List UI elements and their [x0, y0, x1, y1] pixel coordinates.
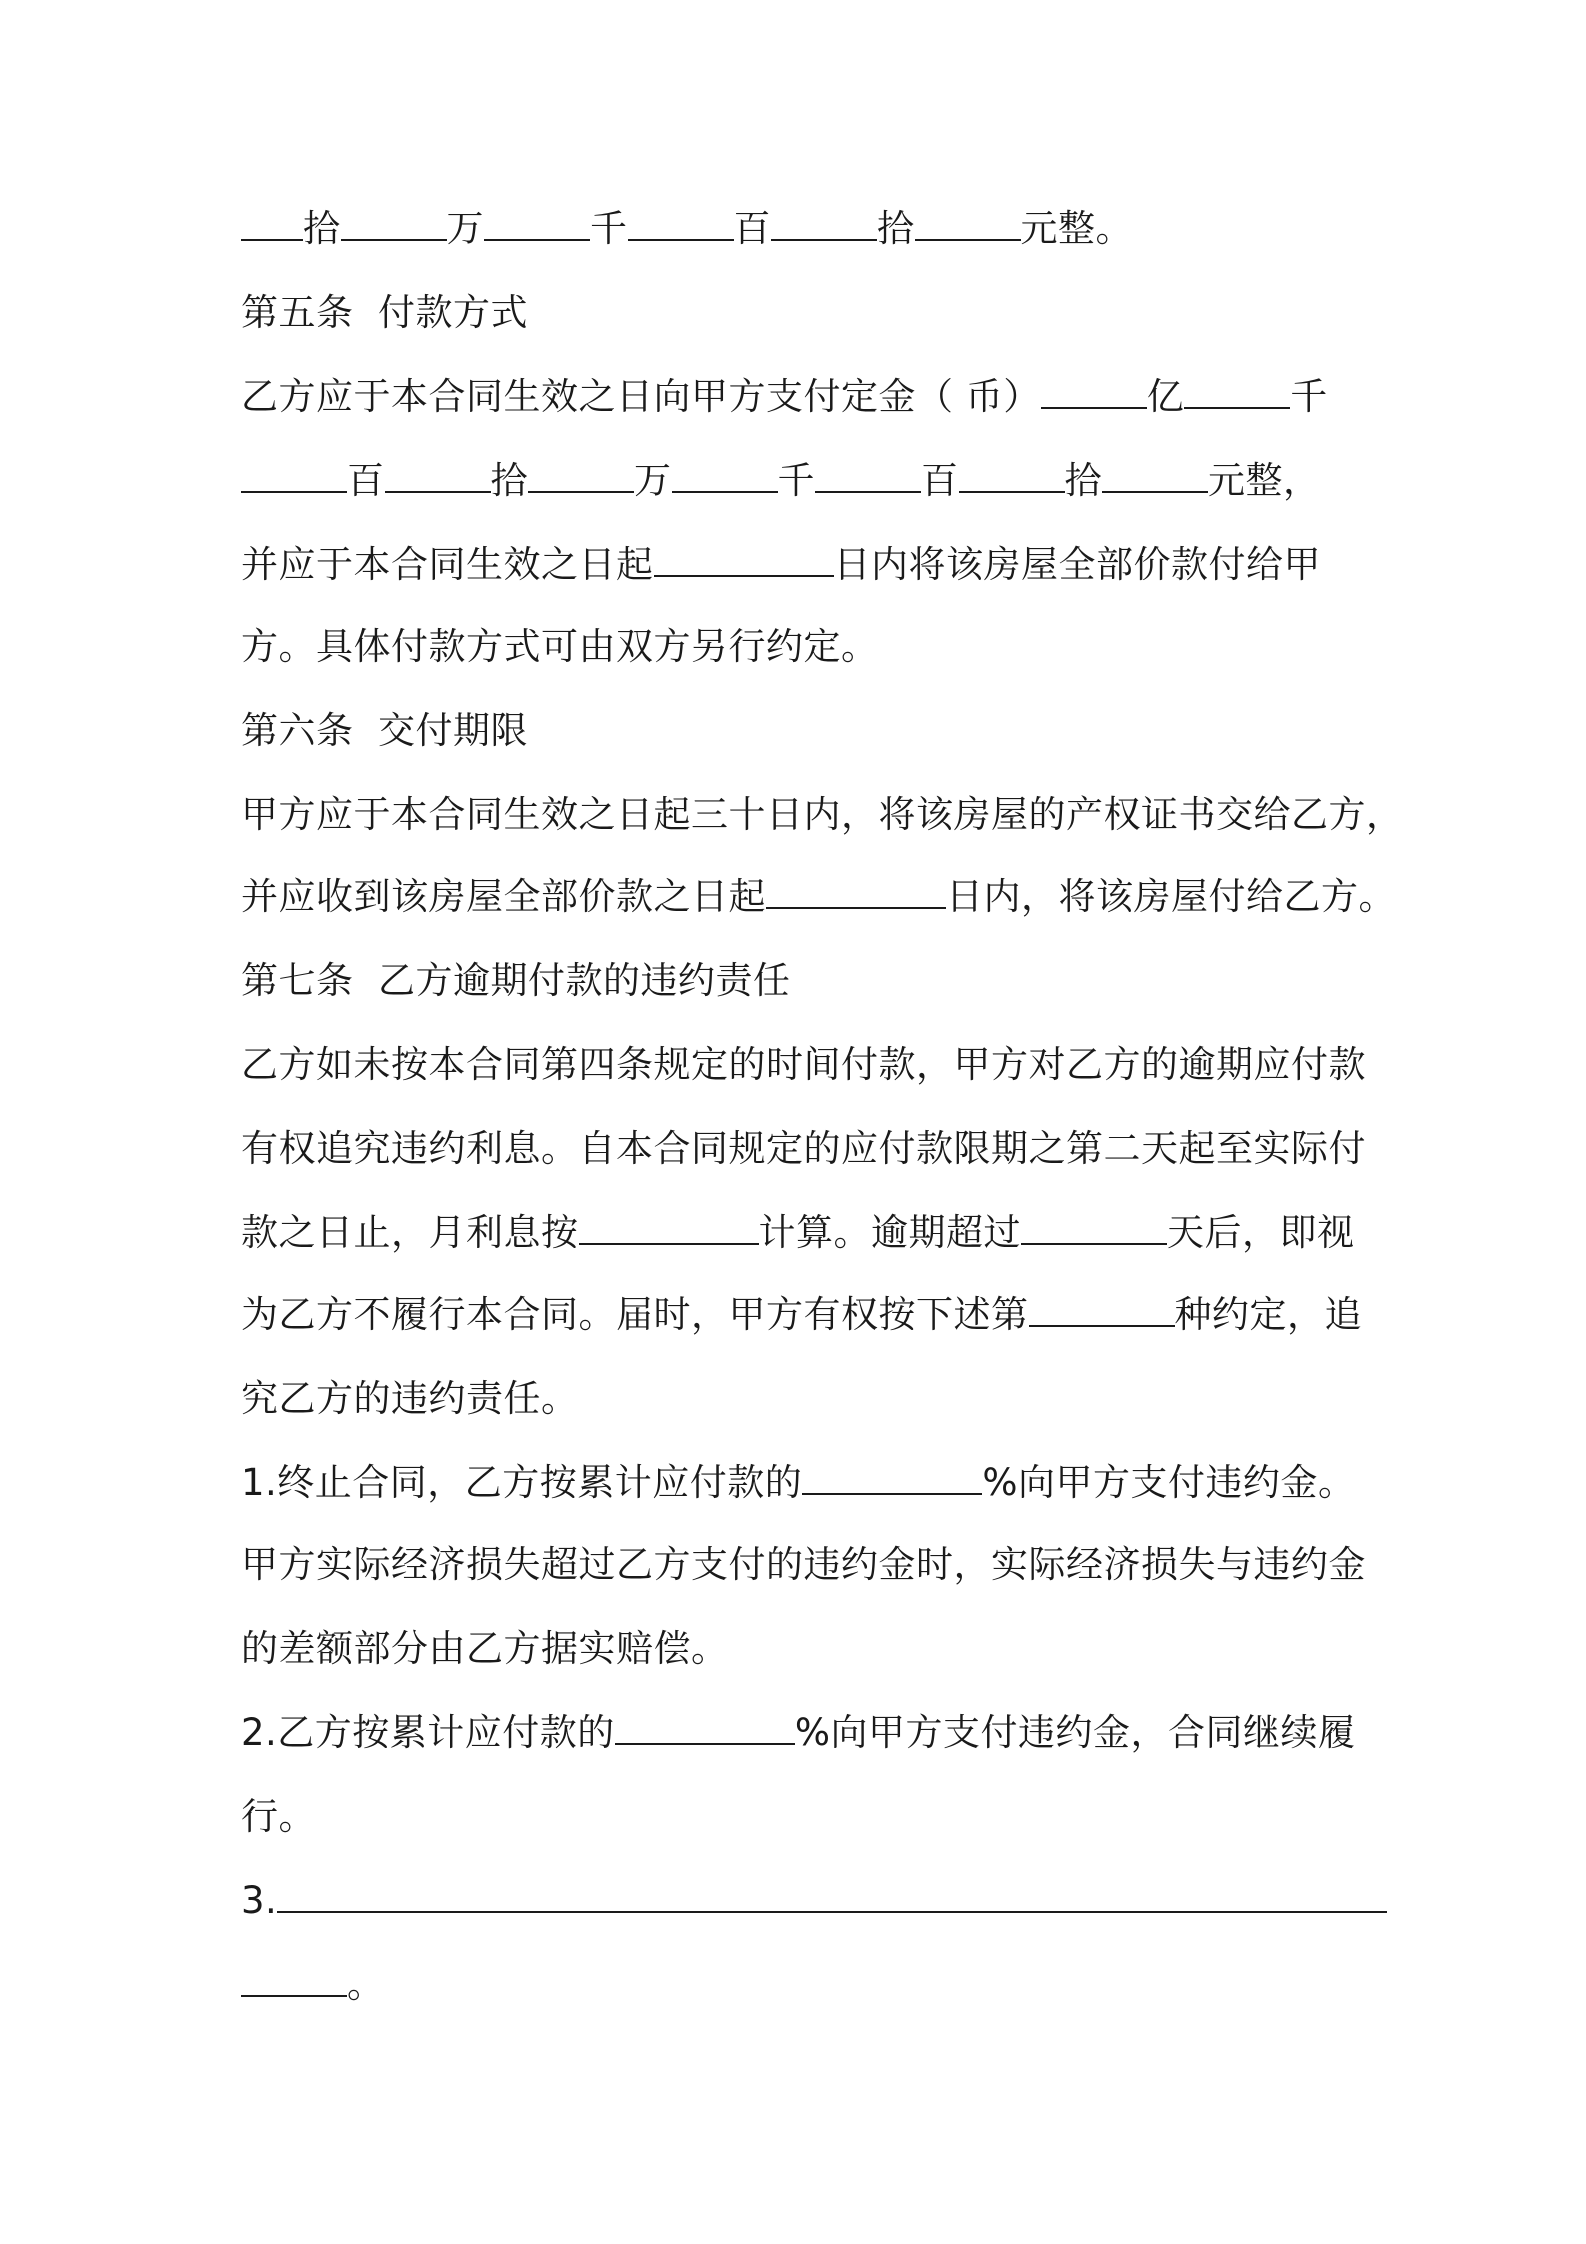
- blank-field[interactable]: [654, 541, 834, 577]
- text-span: %向甲方支付违约金。: [982, 1461, 1356, 1504]
- blank-field[interactable]: [1029, 1291, 1175, 1327]
- paragraph-line: [241, 1290, 1362, 1340]
- article-6-heading: 第六条 交付期限: [241, 709, 529, 752]
- text-span: 拾: [1064, 459, 1102, 502]
- text-span: 天后，即视: [1167, 1211, 1355, 1254]
- text-span: 。: [347, 1963, 385, 2006]
- text-span: 百: [921, 459, 959, 502]
- blank-field[interactable]: [241, 205, 303, 241]
- blank-field[interactable]: [1041, 373, 1147, 409]
- amount-line: [241, 204, 1133, 254]
- blank-field[interactable]: [672, 457, 778, 493]
- text-span: 款之日止，月利息按: [241, 1211, 579, 1254]
- paragraph-line: 方。具体付款方式可由双方另行约定。: [241, 625, 879, 668]
- text-span: 拾: [303, 207, 341, 250]
- text-span: 3.: [241, 1879, 278, 1922]
- text-span: 1.终止合同，乙方按累计应付款的: [241, 1461, 803, 1504]
- blank-field[interactable]: [241, 1961, 347, 1997]
- blank-field[interactable]: [766, 873, 946, 909]
- text-span: 元整。: [1020, 207, 1133, 250]
- text-span: %向甲方支付违约金，合同继续履: [794, 1711, 1356, 1754]
- text-span: 拾: [877, 207, 915, 250]
- blank-field[interactable]: [771, 205, 877, 241]
- text-span: 万: [446, 207, 484, 250]
- text-span: 千: [777, 459, 815, 502]
- clause-2-line: [241, 1708, 1355, 1758]
- text-span: 计算。逾期超过: [758, 1211, 1021, 1254]
- paragraph-line: [241, 872, 1396, 922]
- text-span: 并应收到该房屋全部价款之日起: [241, 875, 766, 918]
- clause-3-line: [241, 1876, 1387, 1926]
- paragraph-line: 有权追究违约利息。自本合同规定的应付款限期之第二天起至实际付: [241, 1127, 1366, 1170]
- blank-field[interactable]: [915, 205, 1021, 241]
- blank-field[interactable]: [1021, 1209, 1167, 1245]
- text-span: 并应于本合同生效之日起: [241, 543, 654, 586]
- text-span: 日内，将该房屋付给乙方。: [946, 875, 1396, 918]
- blank-field[interactable]: [277, 1877, 1387, 1913]
- text-span: 万: [634, 459, 672, 502]
- text-span: 千: [1290, 375, 1328, 418]
- blank-field[interactable]: [1184, 373, 1290, 409]
- text-span: 亿: [1146, 375, 1185, 418]
- clause-3-continuation: [241, 1960, 385, 2010]
- paragraph-line: 行。: [241, 1795, 316, 1838]
- blank-field[interactable]: [385, 457, 491, 493]
- blank-field[interactable]: [341, 205, 447, 241]
- text-span: 日内将该房屋全部价款付给甲: [833, 543, 1321, 586]
- paragraph-line: 究乙方的违约责任。: [241, 1377, 579, 1420]
- text-span: 为乙方不履行本合同。届时，甲方有权按下述第: [241, 1293, 1029, 1336]
- blank-field[interactable]: [241, 457, 347, 493]
- text-span: 拾: [490, 459, 528, 502]
- paragraph-line: [241, 372, 1328, 422]
- blank-field[interactable]: [579, 1209, 759, 1245]
- paragraph-line: [241, 1208, 1355, 1258]
- paragraph-line: [241, 540, 1321, 590]
- text-span: 千: [590, 207, 628, 250]
- paragraph-line: 甲方应于本合同生效之日起三十日内，将该房屋的产权证书交给乙方，: [241, 793, 1404, 836]
- blank-field[interactable]: [1102, 457, 1208, 493]
- article-5-heading: 第五条 付款方式: [241, 291, 529, 334]
- text-span: 百: [347, 459, 385, 502]
- clause-1-line: [241, 1458, 1355, 1508]
- blank-field[interactable]: [484, 205, 590, 241]
- paragraph-line: 乙方如未按本合同第四条规定的时间付款，甲方对乙方的逾期应付款: [241, 1043, 1366, 1086]
- blank-field[interactable]: [528, 457, 634, 493]
- blank-field[interactable]: [802, 1459, 982, 1495]
- blank-field[interactable]: [815, 457, 921, 493]
- text-span: 元整，: [1208, 459, 1321, 502]
- amount-line: [241, 456, 1321, 506]
- blank-field[interactable]: [959, 457, 1065, 493]
- paragraph-line: 的差额部分由乙方据实赔偿。: [241, 1627, 729, 1670]
- text-span: 种约定，追: [1174, 1293, 1362, 1336]
- text-span: 百: [733, 207, 771, 250]
- text-span: 2.乙方按累计应付款的: [241, 1711, 615, 1754]
- paragraph-line: 甲方实际经济损失超过乙方支付的违约金时，实际经济损失与违约金: [241, 1543, 1366, 1586]
- article-7-heading: 第七条 乙方逾期付款的违约责任: [241, 959, 791, 1002]
- text-span: 乙方应于本合同生效之日向甲方支付定金（ 币）: [241, 375, 1041, 418]
- blank-field[interactable]: [615, 1709, 795, 1745]
- blank-field[interactable]: [628, 205, 734, 241]
